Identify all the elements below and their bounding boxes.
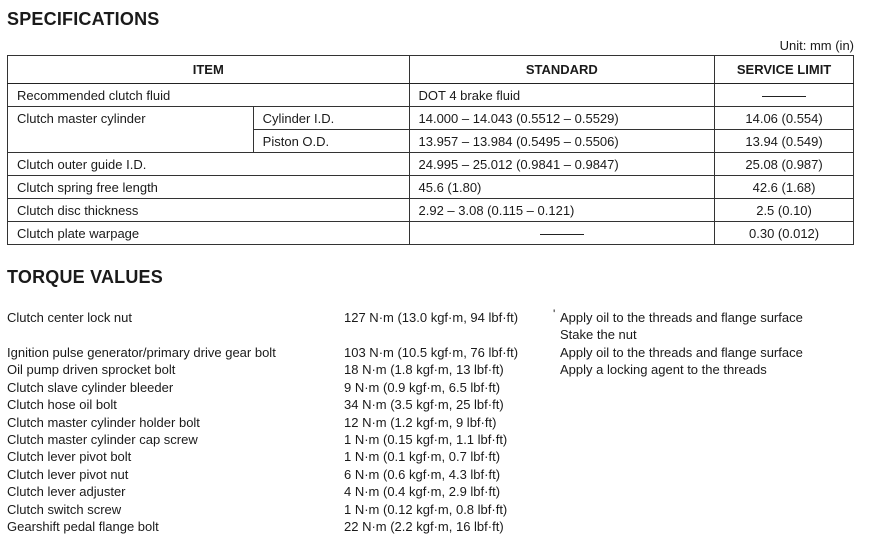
torque-item-name: Gearshift pedal flange bolt — [7, 518, 159, 534]
torque-item-value: 127 N·m (13.0 kgf·m, 94 lbf·ft) — [344, 310, 519, 325]
list-item — [7, 431, 867, 448]
table-header-row — [8, 56, 854, 84]
item-cell: Clutch spring free length — [8, 176, 410, 199]
standard-cell: DOT 4 brake fluid — [409, 84, 715, 107]
header-standard: STANDARD — [409, 56, 715, 84]
item-cell: Clutch disc thickness — [8, 199, 410, 222]
unit-label: Unit: mm (in) — [779, 38, 854, 53]
dash-line — [762, 96, 806, 97]
torque-item-value: 12 N·m (1.2 kgf·m, 9 lbf·ft) — [344, 414, 497, 430]
torque-item-name: Clutch center lock nut — [7, 310, 133, 325]
standard-cell: 13.957 – 13.984 (0.5495 – 0.5506) — [409, 130, 715, 153]
list-item — [7, 448, 867, 465]
torque-item-value: 9 N·m (0.9 kgf·m, 6.5 lbf·ft) — [344, 379, 501, 395]
list-item — [7, 396, 867, 413]
torque-item-value: 1 N·m (0.12 kgf·m, 0.8 lbf·ft) — [344, 501, 508, 517]
torque-item-value: 6 N·m (0.6 kgf·m, 4.3 lbf·ft) — [344, 466, 501, 482]
torque-item-note: Apply oil to the threads and flange surface — [560, 345, 803, 360]
standard-cell: 24.995 – 25.012 (0.9841 – 0.9847) — [409, 153, 715, 176]
header-service-limit: SERVICE LIMIT — [715, 56, 854, 84]
list-item — [7, 466, 867, 483]
torque-values-heading: TORQUE VALUES — [7, 267, 163, 287]
list-item — [7, 414, 867, 431]
standard-cell: 14.000 – 14.043 (0.5512 – 0.5529) — [409, 107, 715, 130]
torque-item-value: 1 N·m (0.15 kgf·m, 1.1 lbf·ft) — [344, 431, 508, 447]
torque-item-note: Apply a locking agent to the threads — [560, 362, 767, 378]
item-cell: Clutch plate warpage — [8, 222, 410, 245]
torque-item-name: Clutch switch screw — [7, 501, 122, 517]
specifications-table — [7, 55, 854, 245]
item-cell: Clutch outer guide I.D. — [8, 153, 410, 176]
torque-item-note: Stake the nut — [560, 327, 637, 343]
limit-cell: 0.30 (0.012) — [715, 222, 854, 245]
torque-item-value: 103 N·m (10.5 kgf·m, 76 lbf·ft) — [344, 345, 519, 360]
list-item — [7, 309, 867, 344]
torque-item-value: 18 N·m (1.8 kgf·m, 13 lbf·ft) — [344, 362, 504, 378]
list-item — [7, 361, 867, 378]
list-item — [7, 501, 867, 518]
item-cell: Clutch master cylinder — [8, 107, 254, 153]
limit-cell: 25.08 (0.987) — [715, 153, 854, 176]
specifications-heading: SPECIFICATIONS — [7, 9, 160, 29]
limit-cell: 42.6 (1.68) — [715, 176, 854, 199]
torque-item-value: 4 N·m (0.4 kgf·m, 2.9 lbf·ft) — [344, 484, 501, 500]
standard-cell: 2.92 – 3.08 (0.115 – 0.121) — [409, 199, 715, 222]
subitem-cell: Piston O.D. — [253, 130, 409, 153]
dash-line — [540, 234, 584, 235]
torque-item-name: Clutch lever pivot nut — [7, 466, 129, 482]
limit-cell: 2.5 (0.10) — [715, 199, 854, 222]
torque-item-value: 34 N·m (3.5 kgf·m, 25 lbf·ft) — [344, 397, 504, 413]
torque-list — [7, 309, 867, 535]
torque-item-name: Clutch master cylinder holder bolt — [7, 414, 200, 430]
table-row — [8, 199, 854, 222]
standard-cell: 45.6 (1.80) — [409, 176, 715, 199]
table-row — [8, 153, 854, 176]
list-item — [7, 379, 867, 396]
limit-cell: 13.94 (0.549) — [715, 130, 854, 153]
torque-item-name: Ignition pulse generator/primary drive gear bolt — [7, 345, 276, 360]
standard-cell — [409, 222, 715, 245]
list-item — [7, 344, 867, 361]
torque-item-name: Clutch slave cylinder bleeder — [7, 379, 174, 395]
item-cell: Recommended clutch fluid — [8, 84, 410, 107]
torque-item-name: Clutch lever pivot bolt — [7, 449, 132, 465]
torque-item-name: Clutch lever adjuster — [7, 484, 126, 500]
list-item — [7, 518, 867, 535]
torque-item-note: Apply oil to the threads and flange surface — [560, 310, 803, 325]
torque-item-name: Clutch master cylinder cap screw — [7, 431, 198, 447]
list-item — [7, 483, 867, 500]
header-item: ITEM — [8, 56, 410, 84]
torque-item-name: Oil pump driven sprocket bolt — [7, 362, 176, 378]
torque-item-value: 22 N·m (2.2 kgf·m, 16 lbf·ft) — [344, 518, 504, 534]
limit-cell: 14.06 (0.554) — [715, 107, 854, 130]
table-row — [8, 84, 854, 107]
limit-cell — [715, 84, 854, 107]
table-row — [8, 222, 854, 245]
subitem-cell: Cylinder I.D. — [253, 107, 409, 130]
torque-item-value: 1 N·m (0.1 kgf·m, 0.7 lbf·ft) — [344, 449, 501, 465]
torque-item-name: Clutch hose oil bolt — [7, 397, 117, 413]
table-row — [8, 107, 854, 130]
table-row — [8, 176, 854, 199]
reference-mark: ' — [553, 307, 556, 321]
